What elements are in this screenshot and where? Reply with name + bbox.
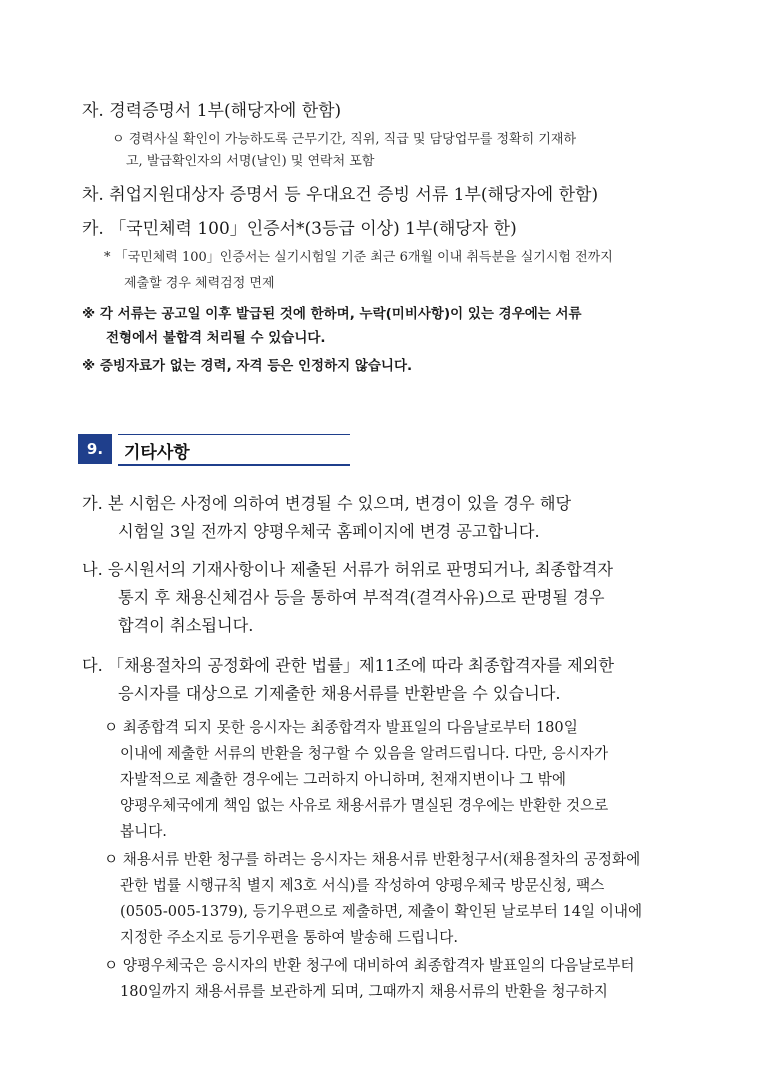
bullet-2-line2: 관한 법률 시행규칙 별지 제3호 서식)를 작성하여 양평우체국 방문신청, 팩스 [120,877,605,894]
item-cha-heading: 차. 취업지원대상자 증명서 등 우대요건 증빙 서류 1부(해당자에 한함) [82,185,599,205]
item-na-line1: 나. 응시원서의 기재사항이나 제출된 서류가 허위로 판명되거나, 최종합격자 [82,560,614,579]
notice-documents-line1: ※ 각 서류는 공고일 이후 발급된 것에 한하며, 누락(미비사항)이 있는 경우에는 서류 [82,306,582,322]
bullet-3-line2: 180일까지 채용서류를 보관하게 되며, 그때까지 채용서류의 반환을 청구하지 [120,983,608,1000]
item-ja-heading: 자. 경력증명서 1부(해당자에 한함) [82,101,342,121]
item-ja-bullet-line2: 고, 발급확인자의 서명(날인) 및 연락처 포함 [126,154,375,169]
item-ka-heading: 카. 「국민체력 100」인증서*(3등급 이상) 1부(해당자 한) [82,219,517,239]
section-number-badge: 9. [78,434,112,464]
bullet-2-line1: ㅇ 채용서류 반환 청구를 하려는 응시자는 채용서류 반환청구서(채용절차의 공정화에 [104,851,641,868]
item-da-line1: 다. 「채용절차의 공정화에 관한 법률」제11조에 따라 최종합격자를 제외한 [82,656,614,675]
notice-documents-line2: 전형에서 불합격 처리될 수 있습니다. [106,330,326,346]
item-ga-line1: 가. 본 시험은 사정에 의하여 변경될 수 있으며, 변경이 있을 경우 해당 [82,494,572,513]
item-na-line2: 통지 후 채용신체검사 등을 통하여 부적격(결격사유)으로 판명될 경우 [118,588,605,607]
bullet-3-line1: ㅇ 양평우체국은 응시자의 반환 청구에 대비하여 최종합격자 발표일의 다음날로부터 [104,957,635,974]
bullet-1-line1: ㅇ 최종합격 되지 못한 응시자는 최종합격자 발표일의 다음날로부터 180일 [104,719,578,736]
section-title: 기타사항 [124,443,190,463]
section-rule [118,464,350,466]
notice-evidence: ※ 증빙자료가 없는 경력, 자격 등은 인정하지 않습니다. [82,358,413,374]
bullet-1-line2: 이내에 제출한 서류의 반환을 청구할 수 있음을 알려드립니다. 다만, 응시자가 [120,745,609,762]
item-ka-footnote-line2: 제출할 경우 체력검정 면제 [124,276,275,291]
item-ga-line2: 시험일 3일 전까지 양평우체국 홈페이지에 변경 공고합니다. [118,522,540,541]
section-heading [78,434,270,466]
item-ja-bullet-line1: ㅇ 경력사실 확인이 가능하도록 근무기간, 직위, 직급 및 담당업무를 정확히 기재하 [112,132,577,147]
item-ka-footnote-line1: * 「국민체력 100」인증서는 실기시험일 기준 최근 6개월 이내 취득분을 실기시험 전까지 [104,250,613,265]
bullet-1-line4: 양평우체국에게 책임 없는 사유로 채용서류가 멸실된 경우에는 반환한 것으로 [120,797,609,814]
section-rule-top [118,434,350,435]
bullet-1-line5: 봅니다. [120,823,167,840]
bullet-1-line3: 자발적으로 제출한 경우에는 그러하지 아니하며, 천재지변이나 그 밖에 [120,771,566,788]
item-na-line3: 합격이 취소됩니다. [118,616,254,635]
item-da-line2: 응시자를 대상으로 기제출한 채용서류를 반환받을 수 있습니다. [118,684,561,703]
bullet-2-line4: 지정한 주소지로 등기우편을 통하여 발송해 드립니다. [120,929,458,946]
bullet-2-line3: (0505-005-1379), 등기우편으로 제출하면, 제출이 확인된 날로부터 14일 이내에 [120,903,643,920]
